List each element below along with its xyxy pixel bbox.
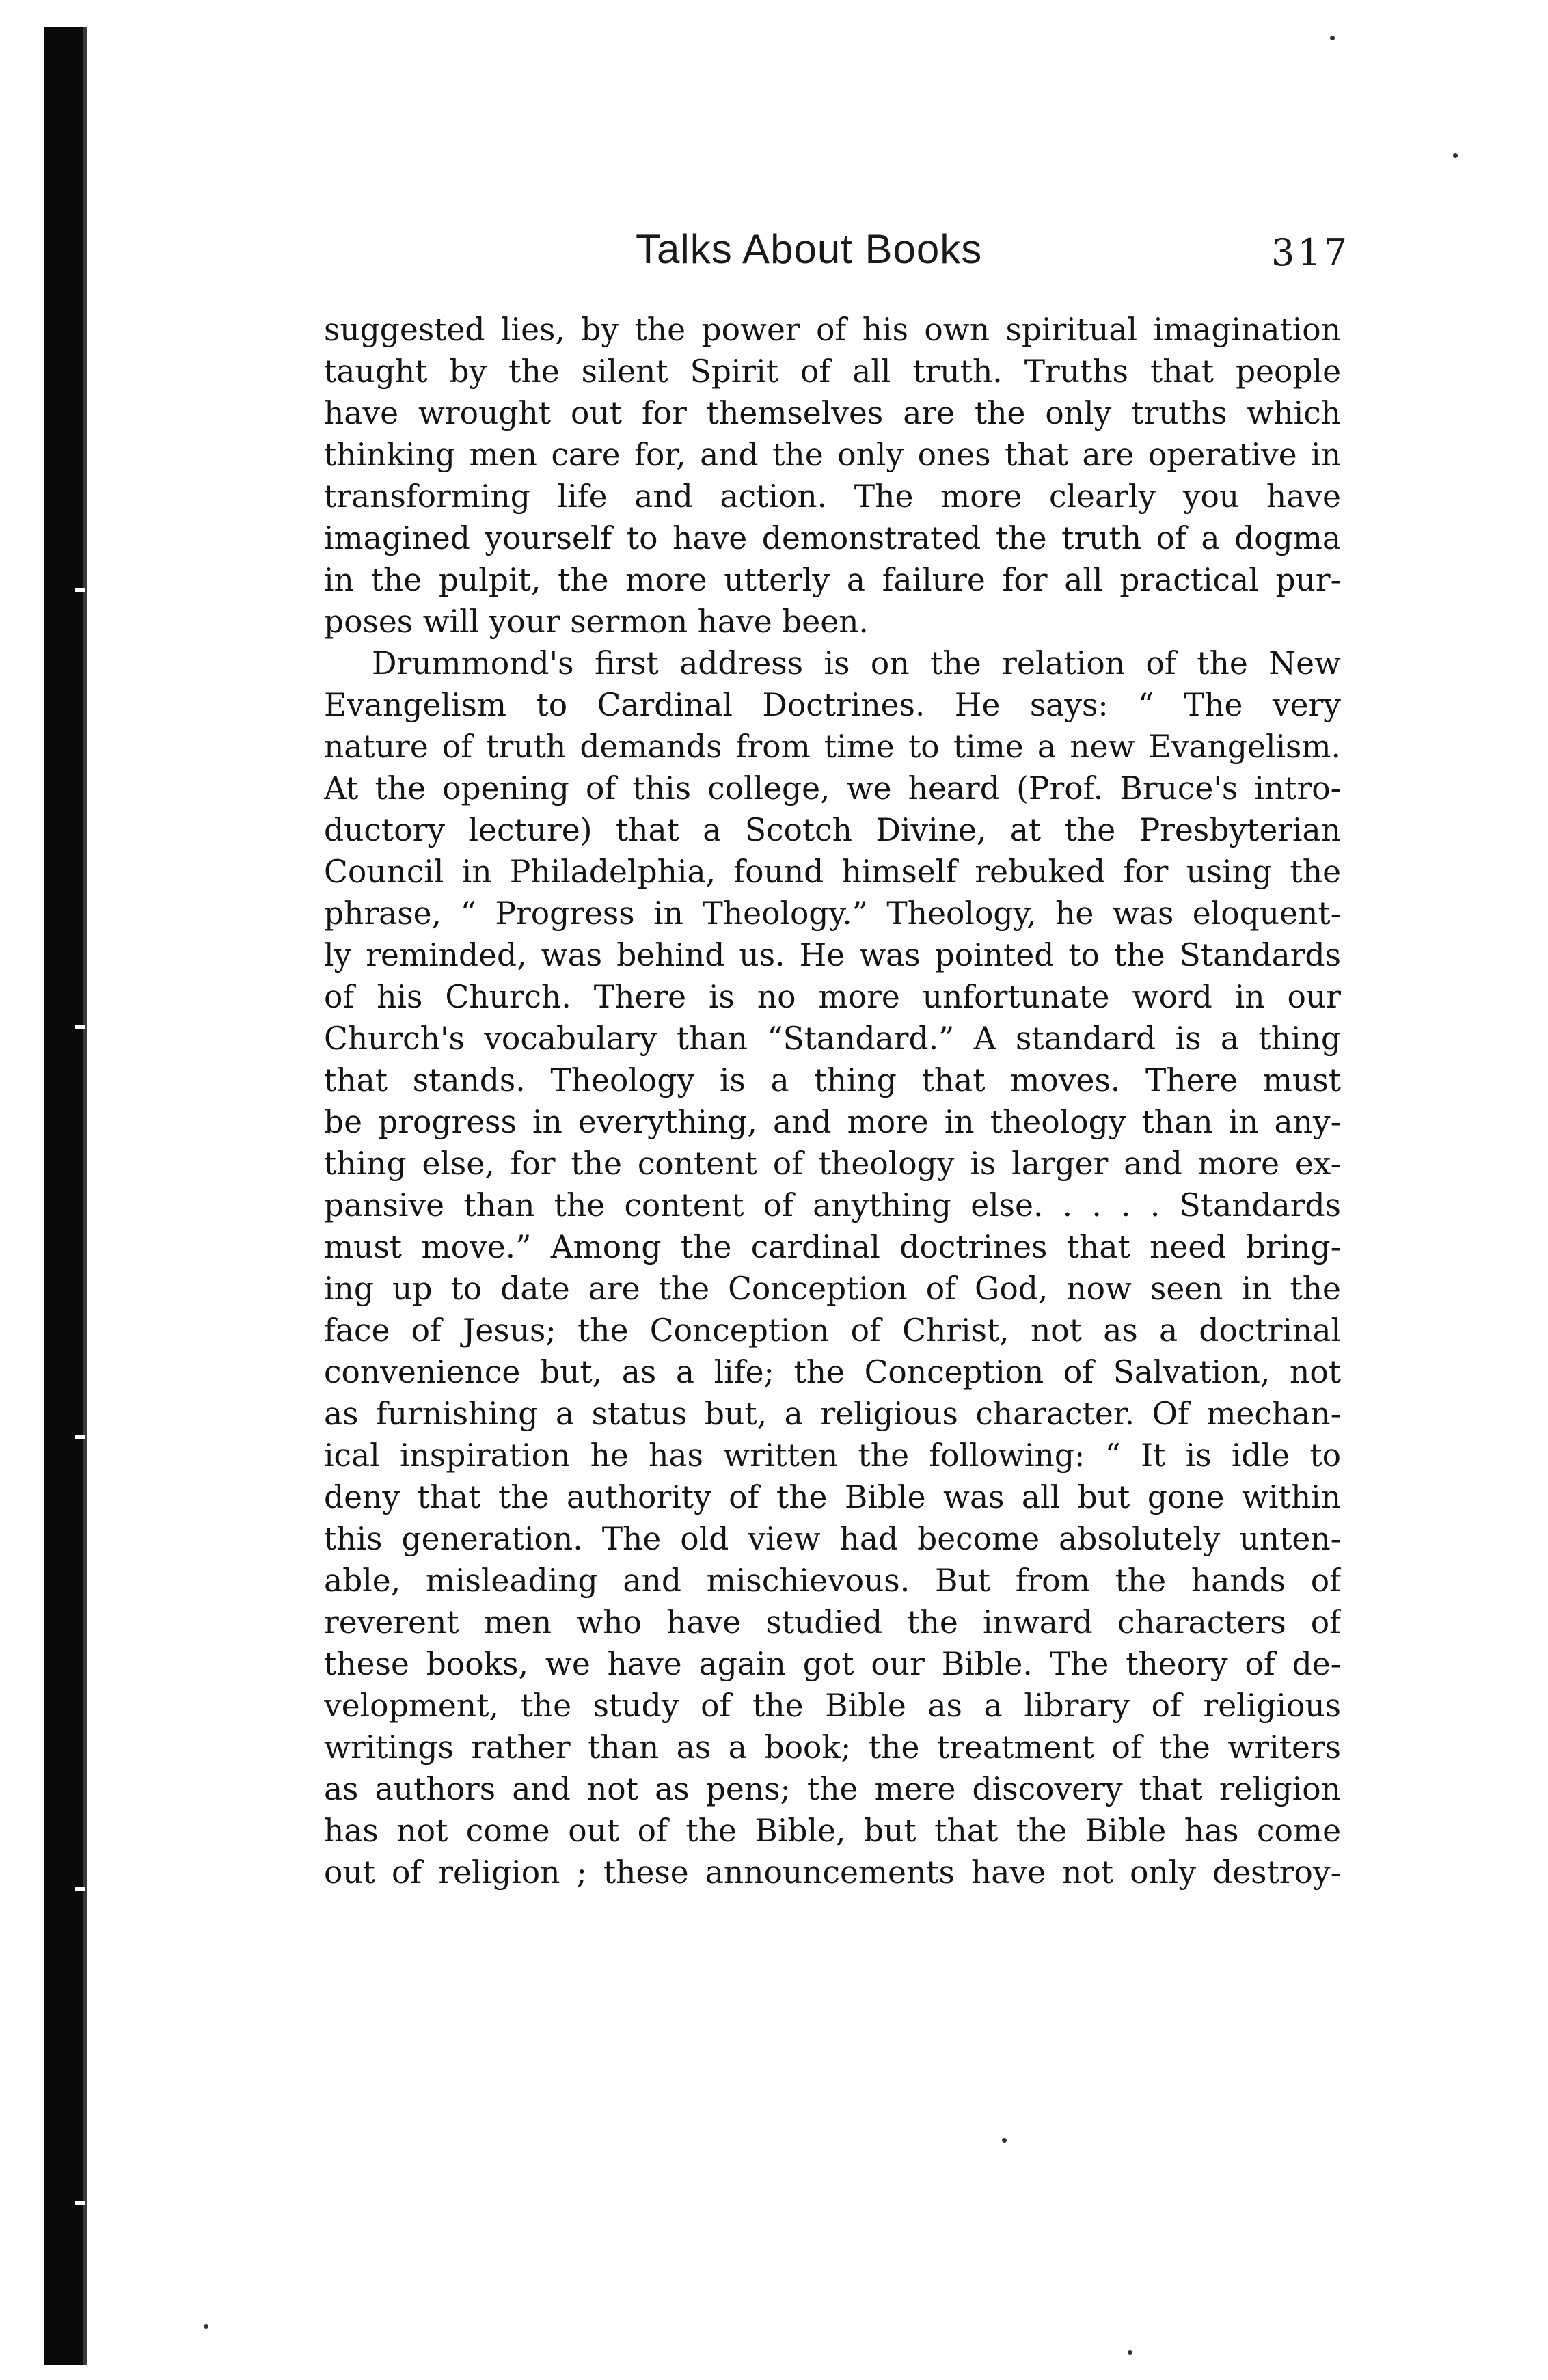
text-line: writings rather than as a book; the treatment of the writers <box>324 1729 1341 1766</box>
paragraph-start-line: Drummond's first address is on the relation of the New <box>372 645 1341 681</box>
text-line: pansive than the content of anything else. . . . . Standards <box>324 1187 1341 1223</box>
text-line: must move.” Among the cardinal doctrines that need bring- <box>324 1229 1341 1265</box>
text-line: ing up to date are the Conception of God, now seen in the <box>324 1271 1341 1307</box>
scan-speck <box>1128 2350 1132 2355</box>
text-line: as authors and not as pens; the mere discovery that religion <box>324 1771 1341 1807</box>
text-line: as furnishing a status but, a religious character. Of mechan- <box>324 1396 1341 1432</box>
text-line: imagined yourself to have demonstrated the truth of a dogma <box>324 520 1341 556</box>
text-line: nature of truth demands from time to time a new Evangelism. <box>324 729 1341 765</box>
binding-edge <box>44 27 87 2365</box>
text-line: thinking men care for, and the only ones that are operative in <box>324 437 1341 473</box>
scan-speck <box>1453 153 1458 158</box>
text-line: taught by the silent Spirit of all truth. Truths that people <box>324 353 1341 390</box>
text-line: out of religion ; these announcements have not only destroy- <box>324 1854 1341 1891</box>
text-line: Council in Philadelphia, found himself rebuked for using the <box>324 854 1341 890</box>
text-line: At the opening of this college, we heard (Prof. Bruce's intro- <box>324 770 1341 807</box>
text-line: convenience but, as a life; the Conception of Salvation, not <box>324 1354 1341 1390</box>
text-line: face of Jesus; the Conception of Christ, not as a doctrinal <box>324 1312 1341 1349</box>
text-line: poses will your sermon have been. <box>324 604 869 640</box>
text-line: velopment, the study of the Bible as a library of religious <box>324 1688 1341 1724</box>
text-line: has not come out of the Bible, but that the Bible has come <box>324 1813 1341 1849</box>
scan-speck <box>204 2324 208 2329</box>
text-line: deny that the authority of the Bible was all but gone within <box>324 1479 1341 1515</box>
text-line: Church's vocabulary than “Standard.” A standard is a thing <box>324 1020 1341 1057</box>
text-line: ductory lecture) that a Scotch Divine, at the Presbyterian <box>324 812 1341 848</box>
text-line: have wrought out for themselves are the only truths which <box>324 395 1341 431</box>
text-line: thing else, for the content of theology is larger and more ex- <box>324 1146 1341 1182</box>
running-head: Talks About Books <box>636 226 983 272</box>
page-number: 317 <box>1271 231 1350 274</box>
text-line: able, misleading and mischievous. But from the hands of <box>324 1563 1341 1599</box>
text-line: that stands. Theology is a thing that moves. There must <box>324 1062 1341 1098</box>
text-line: Evangelism to Cardinal Doctrines. He says: “ The very <box>324 687 1341 723</box>
text-line: ly reminded, was behind us. He was pointed to the Standards <box>324 937 1341 973</box>
text-line: be progress in everything, and more in theology than in any- <box>324 1104 1341 1140</box>
text-line: in the pulpit, the more utterly a failure for all practical pur- <box>324 562 1341 598</box>
scan-speck <box>1330 36 1335 40</box>
text-line: of his Church. There is no more unfortunate word in our <box>324 979 1341 1015</box>
text-line: these books, we have again got our Bible. The theory of de- <box>324 1646 1341 1682</box>
text-line: suggested lies, by the power of his own spiritual imagination <box>324 312 1341 348</box>
text-line: reverent men who have studied the inward characters of <box>324 1604 1341 1640</box>
text-line: transforming life and action. The more clearly you have <box>324 478 1341 515</box>
text-line: ical inspiration he has written the following: “ It is idle to <box>324 1437 1341 1474</box>
text-line: this generation. The old view had become absolutely unten- <box>324 1521 1341 1557</box>
scan-speck <box>1002 2138 1007 2143</box>
text-line: phrase, “ Progress in Theology.” Theology, he was eloquent- <box>324 895 1341 932</box>
body-text <box>324 309 1341 1893</box>
